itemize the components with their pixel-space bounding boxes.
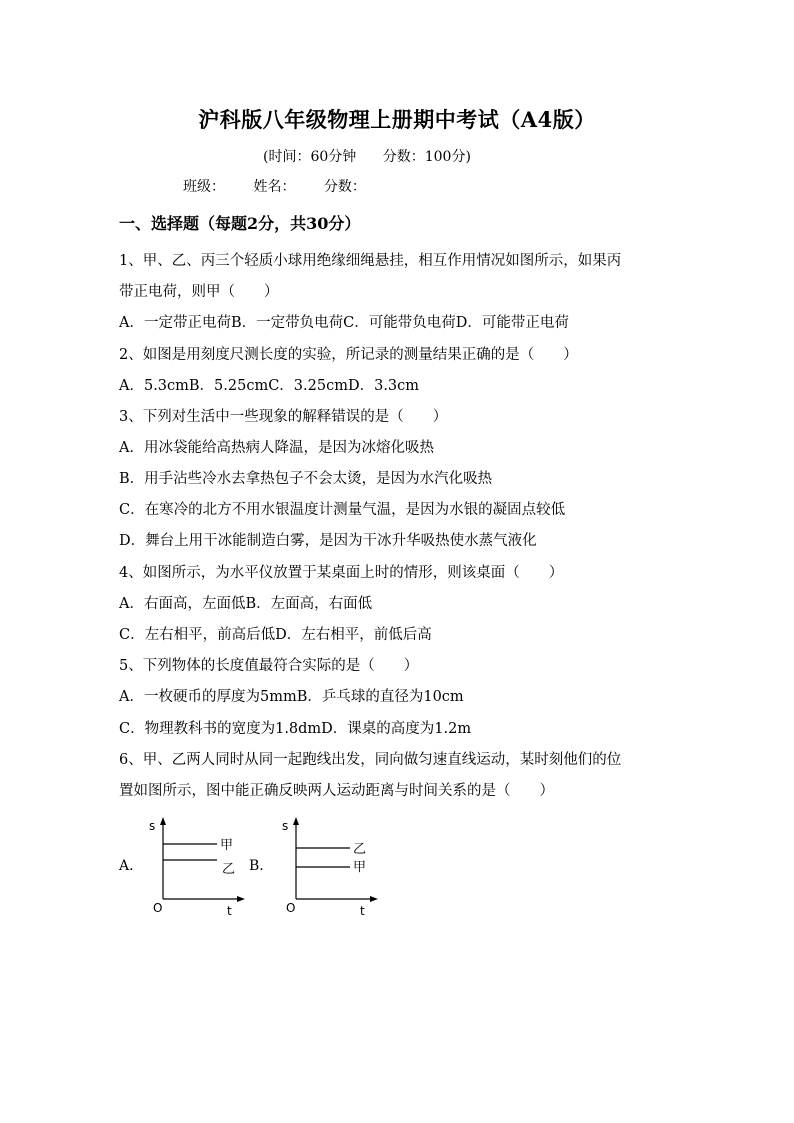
figure-a-option-label: A. (119, 858, 134, 874)
x-axis-label: t (227, 904, 232, 918)
question-line: 4、如图所示，为水平仪放置于某桌面上时的情形，则该桌面（ ） (119, 565, 564, 581)
y-axis-arrow (293, 817, 299, 825)
exam-total-score: 分数：100分) (382, 149, 471, 165)
answer-options: A．一枚硬币的厚度为5mmB．乒乓球的直径为10cm (119, 689, 464, 705)
y-axis-arrow (160, 817, 166, 825)
answer-option: D．舞台上用干冰能制造白雾，是因为干冰升华吸热使水蒸气液化 (119, 533, 537, 549)
question-line: 5、下列物体的长度值最符合实际的是（ ） (119, 658, 419, 674)
answer-option: B．用手沾些冷水去拿热包子不会太烫，是因为水汽化吸热 (119, 471, 493, 487)
origin-label: O (153, 901, 163, 915)
page-title: 沪科版八年级物理上册期中考试（A4版） (198, 107, 596, 132)
y-axis-label: s (149, 819, 156, 833)
answer-options: C．物理教科书的宽度为1.8dmD．课桌的高度为1.2m (119, 721, 472, 737)
exam-time: (时间：60分钟 (263, 149, 357, 165)
question-line: 2、如图是用刻度尺测长度的实验，所记录的测量结果正确的是（ ） (119, 347, 578, 363)
origin-label: O (286, 901, 296, 915)
upper-line-label: 乙 (353, 842, 367, 857)
lower-line-label: 乙 (222, 862, 236, 877)
section-heading: 一、选择题（每题2分，共30分） (119, 214, 361, 233)
question-line: 1、甲、乙、丙三个轻质小球用绝缘细绳悬挂，相互作用情况如图所示，如果丙 (119, 253, 622, 269)
points-label: 分数： (323, 179, 366, 195)
question-line: 带正电荷，则甲（ ） (119, 284, 279, 300)
answer-options: A．右面高，左面低B．左面高，右面低 (119, 596, 373, 612)
answer-options: A．一定带正电荷B．一定带负电荷C．可能带负电荷D．可能带正电荷 (119, 315, 569, 331)
x-axis-arrow (370, 896, 378, 902)
question-line: 置如图所示，图中能正确反映两人运动距离与时间关系的是（ ） (119, 783, 554, 799)
x-axis-arrow (237, 896, 245, 902)
lower-line-label: 甲 (353, 860, 367, 875)
exam-meta (263, 146, 471, 166)
figure-b-graph (278, 815, 388, 920)
answer-option: A．用冰袋能给高热病人降温，是因为冰熔化吸热 (119, 440, 434, 456)
figure-a-graph (145, 815, 255, 920)
answer-options: A．5.3cmB．5.25cmC．3.25cmD．3.3cm (119, 378, 420, 394)
y-axis-label: s (282, 819, 289, 833)
answer-option: C．在寒冷的北方不用水银温度计测量气温，是因为水银的凝固点较低 (119, 502, 566, 518)
question-line: 6、甲、乙两人同时从同一起跑线出发，同向做匀速直线运动，某时刻他们的位 (119, 752, 622, 768)
figure-b-option-label: B. (249, 858, 264, 874)
name-label: 姓名： (253, 179, 296, 195)
x-axis-label: t (360, 904, 365, 918)
upper-line-label: 甲 (220, 838, 234, 853)
class-label: 班级： (183, 179, 225, 195)
answer-options: C．左右相平，前高后低D．左右相平，前低后高 (119, 627, 432, 643)
question-line: 3、下列对生活中一些现象的解释错误的是（ ） (119, 409, 448, 425)
student-info-line (183, 176, 390, 196)
